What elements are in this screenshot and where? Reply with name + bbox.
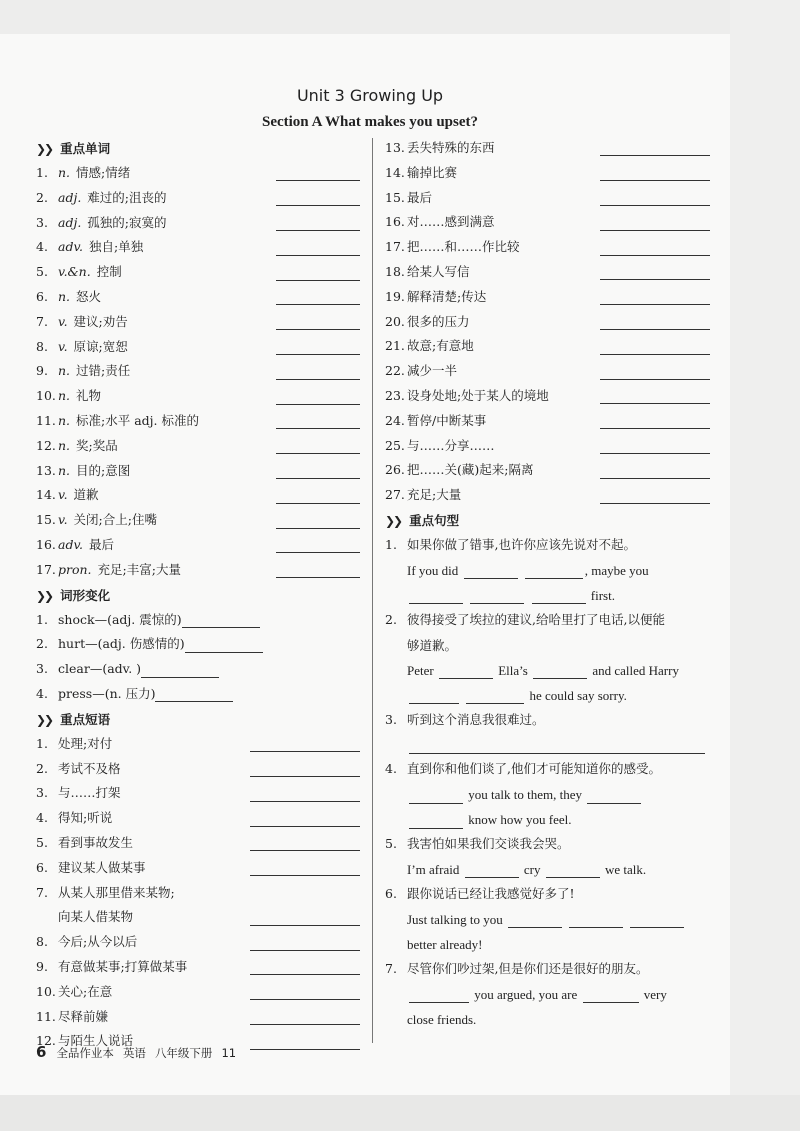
phrase-item: 5. 看到事故发生 xyxy=(36,831,360,856)
answer-blank[interactable] xyxy=(409,589,463,604)
phrase-item: 19. 解释清楚;传达 xyxy=(385,285,710,310)
book-name: 全品作业本 xyxy=(56,1046,114,1060)
vocab-item: 3. adj. 孤独的;寂寞的 xyxy=(36,211,360,236)
answer-blank[interactable] xyxy=(276,289,360,305)
answer-blank[interactable] xyxy=(250,1034,360,1050)
vocab-item: 2. adj. 难过的;沮丧的 xyxy=(36,186,360,211)
vocab-item: 8. v. 原谅;宽恕 xyxy=(36,335,360,360)
answer-blank[interactable] xyxy=(630,913,684,928)
sentence-answer-line: If you did , maybe you xyxy=(407,562,649,578)
phrase-item: 4. 得知;听说 xyxy=(36,806,360,831)
vocab-item: 6. n. 怒火 xyxy=(36,285,360,310)
forms-heading: ❯❯ 词形变化 xyxy=(36,587,111,603)
answer-blank[interactable] xyxy=(250,786,360,802)
answer-blank[interactable] xyxy=(587,789,641,804)
form-item: 3. clear—(adv. ) xyxy=(36,657,360,682)
answer-blank[interactable] xyxy=(250,959,360,975)
phrase-item: 12. 与陌生人说话 xyxy=(36,1029,360,1054)
left-column xyxy=(36,136,360,1054)
answer-blank[interactable] xyxy=(276,463,360,479)
vocab-item: 1. n. 情感;情绪 xyxy=(36,161,360,186)
answer-blank[interactable] xyxy=(600,339,710,355)
sentence-prompt: 3. 听到这个消息我很难过。 xyxy=(385,711,545,727)
answer-blank[interactable] xyxy=(276,537,360,553)
sentence-prompt: 7. 尽管你们吵过架,但是你们还是很好的朋友。 xyxy=(385,960,649,976)
answer-blank[interactable] xyxy=(409,988,469,1003)
unit-title: Unit 3 Growing Up xyxy=(296,86,444,105)
answer-blank[interactable] xyxy=(276,389,360,405)
answer-blank[interactable] xyxy=(600,388,710,404)
vocab-item: 15. v. 关闭;合上;住嘴 xyxy=(36,508,360,533)
phrase-item: 3. 与……打架 xyxy=(36,781,360,806)
answer-blank[interactable] xyxy=(533,664,587,679)
right-column xyxy=(385,136,710,1032)
sentence-prompt: 4. 直到你和他们谈了,他们才可能知道你的感受。 xyxy=(385,761,661,777)
answer-blank[interactable] xyxy=(409,814,463,829)
answer-blank[interactable] xyxy=(276,339,360,355)
vocab-item: 5. v.&n. 控制 xyxy=(36,260,360,285)
answer-blank[interactable] xyxy=(600,289,710,305)
answer-blank[interactable] xyxy=(276,314,360,330)
sentence-answer-line: you talk to them, they xyxy=(385,782,710,807)
vocab-item: 14. v. 道歉 xyxy=(36,483,360,508)
vocab-item: 10. n. 礼物 xyxy=(36,384,360,409)
answer-blank[interactable] xyxy=(141,662,219,678)
answer-blank[interactable] xyxy=(600,413,710,429)
answer-blank[interactable] xyxy=(276,165,360,181)
phrase-item: 23. 设身处地;处于某人的境地 xyxy=(385,384,710,409)
sentence-answer-line: first. xyxy=(385,583,710,608)
sentence-answer-line: better already! xyxy=(407,936,483,952)
phrase-item: 26. 把……关(藏)起来;隔离 xyxy=(385,458,710,483)
phrases-heading: ❯❯ 重点短语 xyxy=(36,711,111,727)
double-chevron-icon: ❯❯ xyxy=(36,142,53,156)
answer-blank[interactable] xyxy=(276,240,360,256)
answer-blank[interactable] xyxy=(600,190,710,206)
sentence-answer-line xyxy=(385,732,710,757)
answer-blank[interactable] xyxy=(600,364,710,380)
phrase-item: 21. 故意;有意地 xyxy=(385,334,710,359)
answer-blank[interactable] xyxy=(276,364,360,380)
sentence-answer-line: I’m afraid cry we talk. xyxy=(407,861,647,877)
scan-border-right xyxy=(730,0,800,1131)
phrase-item: 7. 从某人那里借来某物; xyxy=(36,884,175,900)
answer-blank[interactable] xyxy=(276,215,360,231)
vocab-item: 17. pron. 充足;丰富;大量 xyxy=(36,558,360,583)
phrase-item: 2. 考试不及格 xyxy=(36,757,360,782)
answer-blank[interactable] xyxy=(525,564,583,579)
answer-blank[interactable] xyxy=(600,215,710,231)
form-item: 4. press—(n. 压力) xyxy=(36,682,360,707)
phrase-item: 9. 有意做某事;打算做某事 xyxy=(36,955,360,980)
answer-blank[interactable] xyxy=(185,637,263,653)
sentence-prompt-continued: 够道歉。 xyxy=(407,637,458,653)
page-footer xyxy=(36,1043,245,1061)
vocab-item: 9. n. 过错;责任 xyxy=(36,359,360,384)
answer-blank[interactable] xyxy=(600,140,710,156)
answer-blank[interactable] xyxy=(155,686,233,702)
phrase-item: 14. 输掉比赛 xyxy=(385,161,710,186)
answer-blank[interactable] xyxy=(600,463,710,479)
answer-blank[interactable] xyxy=(409,789,463,804)
vocab-item: 12. n. 奖;奖品 xyxy=(36,434,360,459)
answer-blank[interactable] xyxy=(250,910,360,926)
answer-blank[interactable] xyxy=(583,988,639,1003)
answer-blank[interactable] xyxy=(276,190,360,206)
answer-blank[interactable] xyxy=(276,438,360,454)
vocab-heading: ❯❯ 重点单词 xyxy=(36,141,111,156)
phrase-item: 8. 今后;从今以后 xyxy=(36,930,360,955)
answer-blank[interactable] xyxy=(532,589,586,604)
scan-border-bottom xyxy=(0,1095,800,1131)
phrase-item: 6. 建议某人做某事 xyxy=(36,856,360,881)
sentence-answer-line: know how you feel. xyxy=(385,807,710,832)
footer-code: 11 xyxy=(221,1046,237,1060)
sentence-prompt: 2. 彼得接受了埃拉的建议,给哈里打了电话,以便能 xyxy=(385,611,665,627)
double-chevron-icon: ❯❯ xyxy=(36,712,53,727)
answer-blank[interactable] xyxy=(250,811,360,827)
sentence-answer-line: close friends. xyxy=(407,1011,477,1027)
sentence-answer-line: Peter Ella’s and called Harry xyxy=(407,662,679,678)
subject: 英语 xyxy=(122,1046,146,1060)
sentence-prompt: 6. 跟你说话已经让我感觉好多了! xyxy=(385,885,575,901)
answer-blank[interactable] xyxy=(276,265,360,281)
answer-blank[interactable] xyxy=(465,863,519,878)
phrase-item: 15. 最后 xyxy=(385,186,710,211)
answer-blank[interactable] xyxy=(508,913,562,928)
phrase-item: 11. 尽释前嫌 xyxy=(36,1005,360,1030)
phrase-item: 向某人借某物 xyxy=(36,905,360,930)
phrase-item: 10. 关心;在意 xyxy=(36,980,360,1005)
sentence-prompt: 1. 如果你做了错事,也许你应该先说对不起。 xyxy=(385,536,636,552)
answer-blank[interactable] xyxy=(600,438,710,454)
answer-blank[interactable] xyxy=(182,612,260,628)
answer-blank[interactable] xyxy=(276,513,360,529)
column-divider xyxy=(372,138,373,1043)
form-item: 2. hurt—(adj. 伤感情的) xyxy=(36,632,360,657)
sentence-answer-line: you argued, you are very xyxy=(385,982,710,1007)
page-number: 6 xyxy=(36,1043,47,1061)
answer-blank[interactable] xyxy=(600,488,710,504)
double-chevron-icon: ❯❯ xyxy=(36,588,53,603)
grade: 八年级下册 xyxy=(154,1046,213,1060)
answer-blank[interactable] xyxy=(250,984,360,1000)
answer-blank[interactable] xyxy=(466,689,524,704)
answer-blank[interactable] xyxy=(600,240,710,256)
answer-blank[interactable] xyxy=(546,863,600,878)
answer-blank[interactable] xyxy=(250,935,360,951)
answer-blank[interactable] xyxy=(600,264,710,280)
phrase-item: 18. 给某人写信 xyxy=(385,260,710,285)
phrase-item: 22. 减少一半 xyxy=(385,359,710,384)
scan-border-top xyxy=(0,0,800,34)
answer-blank[interactable] xyxy=(250,736,360,752)
answer-blank[interactable] xyxy=(250,761,360,777)
answer-blank[interactable] xyxy=(250,860,360,876)
answer-blank[interactable] xyxy=(569,913,623,928)
phrase-item: 13. 丢失特殊的东西 xyxy=(385,136,710,161)
form-item: 1. shock—(adj. 震惊的) xyxy=(36,608,360,633)
answer-blank[interactable] xyxy=(470,589,524,604)
phrase-item: 24. 暂停/中断某事 xyxy=(385,409,710,434)
answer-blank[interactable] xyxy=(439,664,493,679)
phrase-item: 17. 把……和……作比较 xyxy=(385,235,710,260)
sentence-prompt: 5. 我害怕如果我们交谈我会哭。 xyxy=(385,836,570,852)
vocab-item: 16. adv. 最后 xyxy=(36,533,360,558)
answer-blank[interactable] xyxy=(409,689,459,704)
answer-blank[interactable] xyxy=(600,165,710,181)
answer-blank[interactable] xyxy=(276,562,360,578)
answer-blank[interactable] xyxy=(250,1009,360,1025)
answer-blank[interactable] xyxy=(250,835,360,851)
vocab-item: 4. adv. 独自;单独 xyxy=(36,235,360,260)
phrase-item: 20. 很多的压力 xyxy=(385,310,710,335)
phrase-item: 27. 充足;大量 xyxy=(385,483,710,508)
vocab-item: 11. n. 标准;水平 adj. 标准的 xyxy=(36,409,360,434)
phrase-item: 1. 处理;对付 xyxy=(36,732,360,757)
sentence-answer-line: Just talking to you xyxy=(385,907,710,932)
sentence-answer-line: he could say sorry. xyxy=(385,683,710,708)
answer-blank[interactable] xyxy=(276,413,360,429)
answer-blank[interactable] xyxy=(600,314,710,330)
section-title: Section A What makes you upset? xyxy=(261,114,478,130)
phrase-item: 16. 对……感到满意 xyxy=(385,210,710,235)
sentences-heading: ❯❯ 重点句型 xyxy=(385,512,460,528)
phrase-item: 25. 与……分享…… xyxy=(385,434,710,459)
vocab-item: 13. n. 目的;意图 xyxy=(36,459,360,484)
answer-blank[interactable] xyxy=(276,488,360,504)
double-chevron-icon: ❯❯ xyxy=(385,513,402,528)
answer-blank[interactable] xyxy=(464,564,518,579)
answer-blank[interactable] xyxy=(409,739,705,754)
vocab-item: 7. v. 建议;劝告 xyxy=(36,310,360,335)
